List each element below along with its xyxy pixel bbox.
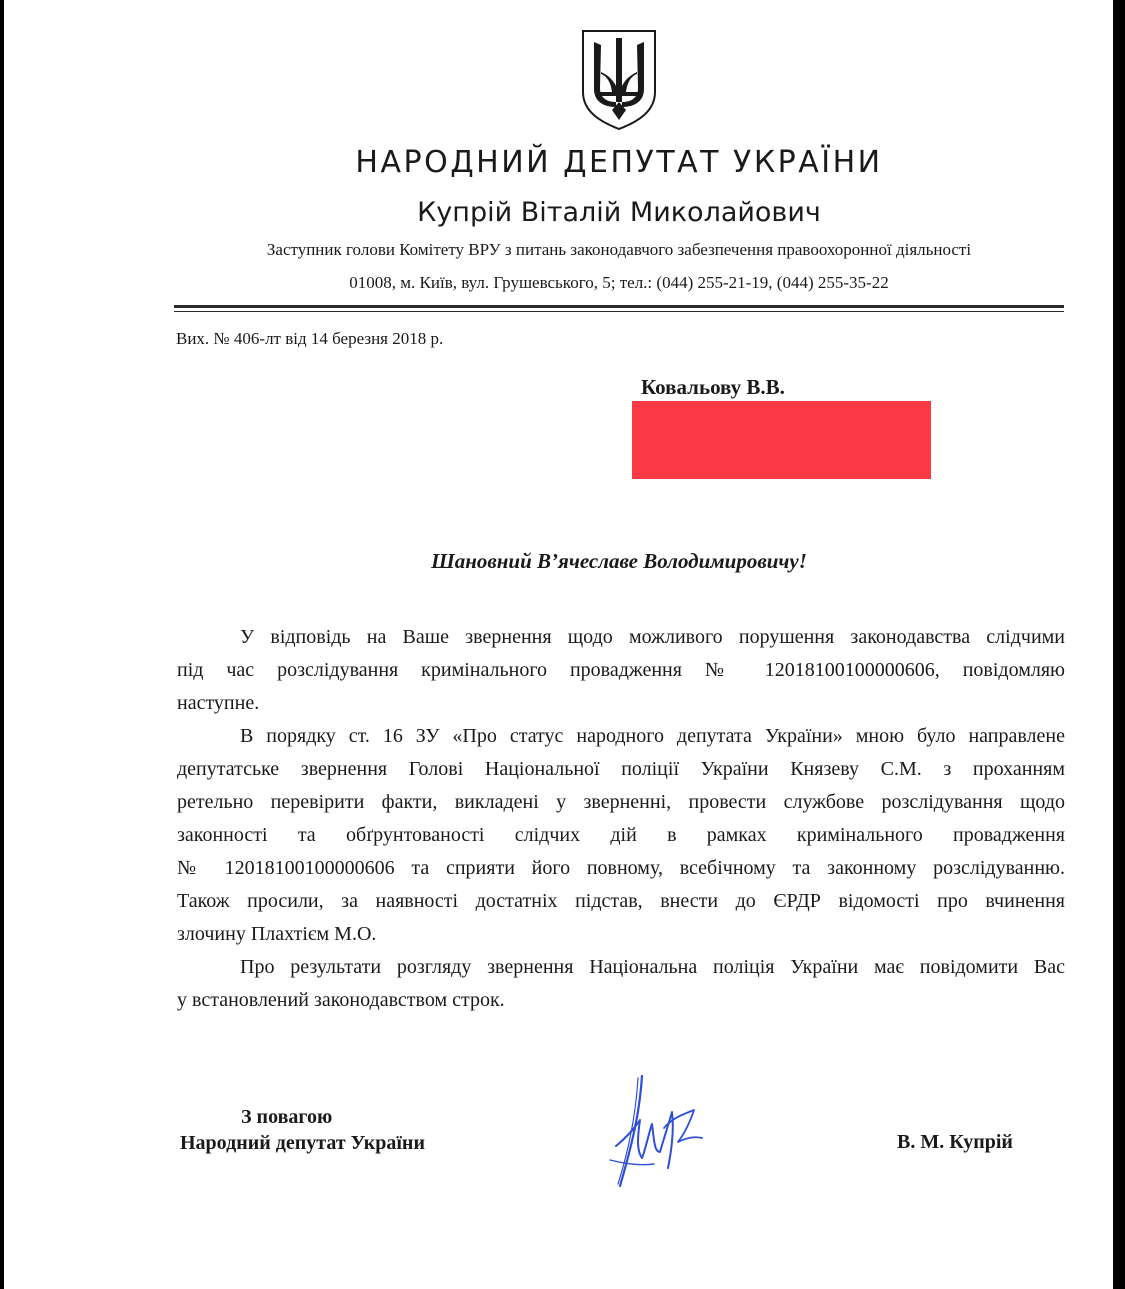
deputy-position: Заступник голови Комітету ВРУ з питань законодавчого забезпечення правоохоронної діяльності: [266, 240, 972, 259]
deputy-name: Купрій Віталій Миколайович: [417, 197, 821, 228]
body-line: у встановлений законодавством строк.: [177, 989, 505, 1011]
letter-page: [4, 0, 1113, 1289]
signer-name: В. М. Купрій: [897, 1131, 1013, 1153]
trident-icon: [579, 28, 659, 132]
body-line: депутатське звернення Голові Національної поліції України Князеву С.М. з проханням: [177, 758, 1065, 780]
recipient-name: Ковальову В.В.: [641, 375, 785, 399]
body-line: злочину Плахтієм М.О.: [177, 923, 377, 945]
body-line: Про результати розгляду звернення Національна поліція України має повідомити Вас: [240, 956, 1065, 978]
body-line: Також просили, за наявності достатніх підстав, внести до ЄРДР відомості про вчинення: [177, 890, 1065, 912]
letter-body: [177, 621, 1065, 1017]
closing-title: Народний депутат України: [180, 1132, 425, 1154]
body-line: № 12018100100000606 та сприяти його повному, всебічному та законному розслідуванню.: [177, 857, 1065, 879]
header-divider-thick: [174, 305, 1064, 308]
right-border: [1113, 0, 1125, 1289]
body-line: ретельно перевірити факти, викладені у зверненні, провести службове розслідування щодо: [177, 791, 1065, 813]
salutation: Шановний В’ячеславе Володимировичу!: [431, 549, 807, 573]
body-line: під час розслідування кримінального провадження № 12018100100000606, повідомляю: [177, 659, 1065, 681]
handwritten-signature: [602, 1068, 712, 1198]
letterhead-title: НАРОДНИЙ ДЕПУТАТ УКРАЇНИ: [355, 145, 883, 180]
body-line: В порядку ст. 16 ЗУ «Про статус народного депутата України» мною було направлене: [240, 725, 1065, 747]
office-address: 01008, м. Київ, вул. Грушевського, 5; тел.: (044) 255-21-19, (044) 255-35-22: [349, 273, 889, 292]
body-line: наступне.: [177, 692, 260, 714]
header-divider-thin: [174, 311, 1064, 312]
closing-regards: З повагою: [241, 1106, 333, 1128]
body-line: законності та обґрунтованості слідчих дій в рамках кримінального провадження: [177, 824, 1065, 846]
body-line: У відповідь на Ваше звернення щодо можливого порушення законодавства слідчими: [240, 626, 1065, 648]
redacted-address-block: [632, 401, 931, 479]
outgoing-number: Вих. № 406-лт від 14 березня 2018 р.: [176, 329, 444, 348]
